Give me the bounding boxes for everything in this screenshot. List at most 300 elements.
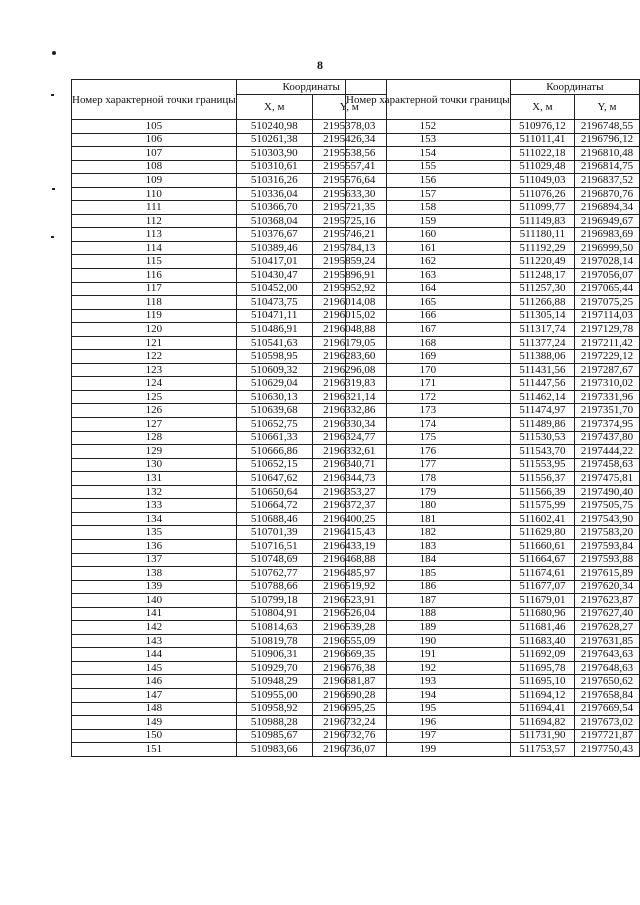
cell-point-number: 183 <box>346 539 511 553</box>
header-y: Y, м <box>312 95 386 120</box>
cell-point-number: 137 <box>72 553 237 567</box>
cell-point-number: 140 <box>72 594 237 608</box>
cell-y: 2196837,52 <box>575 174 640 188</box>
table-row <box>346 512 640 526</box>
table-row <box>72 309 387 323</box>
cell-point-number: 163 <box>346 269 511 283</box>
table-row <box>346 580 640 594</box>
table-row <box>346 214 640 228</box>
cell-y: 2196814,75 <box>575 160 640 174</box>
cell-x: 511011,41 <box>510 133 574 147</box>
cell-point-number: 199 <box>346 743 511 757</box>
table-row <box>72 472 387 486</box>
cell-y: 2197458,63 <box>575 458 640 472</box>
cell-point-number: 111 <box>72 201 237 215</box>
cell-x: 511677,07 <box>510 580 574 594</box>
cell-y: 2197475,81 <box>575 472 640 486</box>
cell-x: 510629,04 <box>236 377 312 391</box>
cell-x: 511266,88 <box>510 296 574 310</box>
cell-y: 2196048,88 <box>312 323 386 337</box>
cell-x: 511220,49 <box>510 255 574 269</box>
coordinates-table-right <box>345 79 640 757</box>
cell-x: 511489,86 <box>510 418 574 432</box>
table-row <box>346 675 640 689</box>
cell-point-number: 153 <box>346 133 511 147</box>
table-row <box>72 133 387 147</box>
header-point-number: Номер характерной точки границы <box>72 80 237 120</box>
cell-y: 2195633,30 <box>312 187 386 201</box>
table-row <box>346 377 640 391</box>
table-row <box>72 485 387 499</box>
cell-y: 2197631,85 <box>575 634 640 648</box>
cell-y: 2197351,70 <box>575 404 640 418</box>
cell-point-number: 175 <box>346 431 511 445</box>
cell-point-number: 133 <box>72 499 237 513</box>
table-row <box>72 404 387 418</box>
table-row <box>72 296 387 310</box>
cell-point-number: 141 <box>72 607 237 621</box>
cell-x: 510336,04 <box>236 187 312 201</box>
cell-y: 2195896,91 <box>312 269 386 283</box>
cell-y: 2196539,28 <box>312 621 386 635</box>
cell-y: 2197211,42 <box>575 336 640 350</box>
cell-y: 2196415,43 <box>312 526 386 540</box>
cell-y: 2195378,03 <box>312 120 386 134</box>
cell-y: 2197310,02 <box>575 377 640 391</box>
table-row <box>346 350 640 364</box>
cell-x: 510958,92 <box>236 702 312 716</box>
cell-point-number: 173 <box>346 404 511 418</box>
cell-y: 2197065,44 <box>575 282 640 296</box>
cell-y: 2195784,13 <box>312 241 386 255</box>
header-coordinates: Координаты <box>236 80 386 95</box>
table-row <box>72 594 387 608</box>
cell-x: 510985,67 <box>236 729 312 743</box>
table-row <box>346 201 640 215</box>
cell-x: 510804,91 <box>236 607 312 621</box>
cell-x: 511388,06 <box>510 350 574 364</box>
table-row <box>346 269 640 283</box>
cell-y: 2196332,61 <box>312 445 386 459</box>
cell-x: 511681,46 <box>510 621 574 635</box>
cell-x: 510639,68 <box>236 404 312 418</box>
table-row <box>72 269 387 283</box>
cell-x: 510976,12 <box>510 120 574 134</box>
cell-point-number: 124 <box>72 377 237 391</box>
cell-x: 511530,53 <box>510 431 574 445</box>
cell-point-number: 192 <box>346 661 511 675</box>
cell-x: 510652,15 <box>236 458 312 472</box>
table-row <box>72 580 387 594</box>
table-row <box>346 120 640 134</box>
table-row <box>72 214 387 228</box>
cell-point-number: 190 <box>346 634 511 648</box>
cell-point-number: 160 <box>346 228 511 242</box>
table-row <box>346 390 640 404</box>
cell-y: 2196669,35 <box>312 648 386 662</box>
table-row <box>346 567 640 581</box>
cell-point-number: 161 <box>346 241 511 255</box>
table-row <box>72 688 387 702</box>
table-row <box>346 729 640 743</box>
cell-point-number: 154 <box>346 147 511 161</box>
cell-point-number: 176 <box>346 445 511 459</box>
cell-point-number: 178 <box>346 472 511 486</box>
cell-y: 2196870,76 <box>575 187 640 201</box>
table-row <box>346 702 640 716</box>
cell-x: 511180,11 <box>510 228 574 242</box>
cell-x: 510310,61 <box>236 160 312 174</box>
cell-point-number: 169 <box>346 350 511 364</box>
cell-x: 510652,75 <box>236 418 312 432</box>
cell-point-number: 146 <box>72 675 237 689</box>
cell-point-number: 164 <box>346 282 511 296</box>
table-row <box>346 621 640 635</box>
cell-point-number: 126 <box>72 404 237 418</box>
cell-x: 511248,17 <box>510 269 574 283</box>
cell-x: 511575,99 <box>510 499 574 513</box>
cell-point-number: 155 <box>346 160 511 174</box>
cell-y: 2196330,34 <box>312 418 386 432</box>
table-row <box>346 472 640 486</box>
cell-x: 511076,26 <box>510 187 574 201</box>
cell-point-number: 109 <box>72 174 237 188</box>
cell-x: 511683,40 <box>510 634 574 648</box>
cell-point-number: 143 <box>72 634 237 648</box>
scan-mark <box>51 236 54 238</box>
cell-x: 510688,46 <box>236 512 312 526</box>
cell-x: 510368,04 <box>236 214 312 228</box>
cell-x: 510819,78 <box>236 634 312 648</box>
cell-point-number: 150 <box>72 729 237 743</box>
cell-y: 2197583,20 <box>575 526 640 540</box>
table-row <box>72 390 387 404</box>
cell-x: 511447,56 <box>510 377 574 391</box>
cell-x: 510316,26 <box>236 174 312 188</box>
cell-x: 510701,39 <box>236 526 312 540</box>
cell-point-number: 151 <box>72 743 237 757</box>
cell-y: 2195746,21 <box>312 228 386 242</box>
cell-x: 511731,90 <box>510 729 574 743</box>
cell-x: 511029,48 <box>510 160 574 174</box>
cell-x: 511431,56 <box>510 363 574 377</box>
cell-x: 510748,69 <box>236 553 312 567</box>
cell-point-number: 115 <box>72 255 237 269</box>
cell-point-number: 194 <box>346 688 511 702</box>
table-row <box>346 133 640 147</box>
cell-x: 511474,97 <box>510 404 574 418</box>
cell-x: 510948,29 <box>236 675 312 689</box>
cell-point-number: 136 <box>72 539 237 553</box>
cell-point-number: 135 <box>72 526 237 540</box>
cell-point-number: 170 <box>346 363 511 377</box>
cell-point-number: 113 <box>72 228 237 242</box>
cell-y: 2196179,05 <box>312 336 386 350</box>
cell-x: 511099,77 <box>510 201 574 215</box>
cell-x: 510598,95 <box>236 350 312 364</box>
cell-x: 510471,11 <box>236 309 312 323</box>
cell-point-number: 168 <box>346 336 511 350</box>
scan-mark <box>52 188 55 190</box>
table-row <box>346 594 640 608</box>
cell-point-number: 195 <box>346 702 511 716</box>
cell-y: 2197627,40 <box>575 607 640 621</box>
cell-x: 511692,09 <box>510 648 574 662</box>
table-row <box>346 458 640 472</box>
table-row <box>72 431 387 445</box>
table-row <box>72 716 387 730</box>
cell-x: 511556,37 <box>510 472 574 486</box>
table-row <box>346 607 640 621</box>
cell-y: 2197673,02 <box>575 716 640 730</box>
cell-point-number: 129 <box>72 445 237 459</box>
cell-point-number: 188 <box>346 607 511 621</box>
table-row <box>346 255 640 269</box>
cell-x: 510647,62 <box>236 472 312 486</box>
cell-y: 2197615,89 <box>575 567 640 581</box>
cell-point-number: 159 <box>346 214 511 228</box>
cell-point-number: 132 <box>72 485 237 499</box>
cell-y: 2195952,92 <box>312 282 386 296</box>
cell-y: 2196796,12 <box>575 133 640 147</box>
cell-x: 510666,86 <box>236 445 312 459</box>
cell-point-number: 166 <box>346 309 511 323</box>
cell-point-number: 121 <box>72 336 237 350</box>
table-row <box>72 418 387 432</box>
cell-point-number: 142 <box>72 621 237 635</box>
table-row <box>72 241 387 255</box>
cell-x: 511664,67 <box>510 553 574 567</box>
cell-y: 2196296,08 <box>312 363 386 377</box>
cell-y: 2196983,69 <box>575 228 640 242</box>
cell-point-number: 147 <box>72 688 237 702</box>
table-row <box>346 323 640 337</box>
cell-point-number: 127 <box>72 418 237 432</box>
cell-point-number: 186 <box>346 580 511 594</box>
cell-y: 2197490,40 <box>575 485 640 499</box>
cell-point-number: 108 <box>72 160 237 174</box>
cell-point-number: 191 <box>346 648 511 662</box>
table-row <box>72 539 387 553</box>
cell-y: 2197623,87 <box>575 594 640 608</box>
cell-point-number: 172 <box>346 390 511 404</box>
cell-point-number: 196 <box>346 716 511 730</box>
cell-y: 2197444,22 <box>575 445 640 459</box>
cell-x: 511695,78 <box>510 661 574 675</box>
cell-y: 2196340,71 <box>312 458 386 472</box>
cell-y: 2195426,34 <box>312 133 386 147</box>
cell-x: 511377,24 <box>510 336 574 350</box>
cell-x: 511192,29 <box>510 241 574 255</box>
cell-y: 2195725,16 <box>312 214 386 228</box>
cell-x: 510261,38 <box>236 133 312 147</box>
table-row <box>72 187 387 201</box>
table-body-right <box>346 120 640 757</box>
cell-x: 511317,74 <box>510 323 574 337</box>
table-row <box>346 147 640 161</box>
cell-x: 511679,01 <box>510 594 574 608</box>
cell-point-number: 181 <box>346 512 511 526</box>
table-row <box>346 187 640 201</box>
cell-x: 510664,72 <box>236 499 312 513</box>
cell-point-number: 152 <box>346 120 511 134</box>
cell-y: 2196400,25 <box>312 512 386 526</box>
table-row <box>72 255 387 269</box>
cell-point-number: 106 <box>72 133 237 147</box>
cell-y: 2196526,04 <box>312 607 386 621</box>
cell-y: 2196014,08 <box>312 296 386 310</box>
cell-y: 2195576,64 <box>312 174 386 188</box>
cell-x: 510473,75 <box>236 296 312 310</box>
table-row <box>346 743 640 757</box>
table-row <box>346 309 640 323</box>
cell-y: 2197075,25 <box>575 296 640 310</box>
table-row <box>346 296 640 310</box>
cell-x: 510541,63 <box>236 336 312 350</box>
cell-point-number: 118 <box>72 296 237 310</box>
cell-y: 2196353,27 <box>312 485 386 499</box>
cell-y: 2196468,88 <box>312 553 386 567</box>
table-row <box>72 160 387 174</box>
table-row <box>72 323 387 337</box>
cell-x: 511462,14 <box>510 390 574 404</box>
cell-point-number: 110 <box>72 187 237 201</box>
cell-y: 2197628,27 <box>575 621 640 635</box>
table-row <box>72 228 387 242</box>
cell-y: 2197229,12 <box>575 350 640 364</box>
table-row <box>72 567 387 581</box>
cell-x: 511753,57 <box>510 743 574 757</box>
table-row <box>346 404 640 418</box>
cell-point-number: 130 <box>72 458 237 472</box>
table-row <box>72 743 387 757</box>
table-row <box>72 363 387 377</box>
cell-y: 2197287,67 <box>575 363 640 377</box>
cell-x: 511694,12 <box>510 688 574 702</box>
cell-y: 2196485,97 <box>312 567 386 581</box>
cell-point-number: 114 <box>72 241 237 255</box>
table-row <box>72 553 387 567</box>
scan-mark <box>51 94 54 96</box>
cell-y: 2196748,55 <box>575 120 640 134</box>
cell-x: 510609,32 <box>236 363 312 377</box>
cell-y: 2195721,35 <box>312 201 386 215</box>
coordinates-table-left <box>71 79 387 757</box>
cell-x: 510906,31 <box>236 648 312 662</box>
cell-y: 2196332,86 <box>312 404 386 418</box>
cell-x: 511602,41 <box>510 512 574 526</box>
cell-point-number: 185 <box>346 567 511 581</box>
cell-y: 2197331,96 <box>575 390 640 404</box>
table-row <box>346 716 640 730</box>
cell-x: 510661,33 <box>236 431 312 445</box>
table-row <box>346 485 640 499</box>
cell-x: 510814,63 <box>236 621 312 635</box>
cell-point-number: 174 <box>346 418 511 432</box>
table-row <box>346 282 640 296</box>
header-y: Y, м <box>575 95 640 120</box>
cell-point-number: 107 <box>72 147 237 161</box>
table-row <box>72 512 387 526</box>
cell-point-number: 134 <box>72 512 237 526</box>
cell-x: 511680,96 <box>510 607 574 621</box>
cell-point-number: 105 <box>72 120 237 134</box>
table-row <box>72 201 387 215</box>
table-row <box>72 526 387 540</box>
cell-point-number: 177 <box>346 458 511 472</box>
table-row <box>346 539 640 553</box>
header-point-number: Номер характерной точки границы <box>346 80 511 120</box>
table-row <box>346 160 640 174</box>
table-row <box>72 634 387 648</box>
cell-x: 511629,80 <box>510 526 574 540</box>
table-body-left <box>72 120 387 757</box>
cell-point-number: 162 <box>346 255 511 269</box>
cell-y: 2196681,87 <box>312 675 386 689</box>
cell-x: 511543,70 <box>510 445 574 459</box>
table-row <box>72 648 387 662</box>
cell-y: 2197620,34 <box>575 580 640 594</box>
table-row <box>346 336 640 350</box>
cell-y: 2197028,14 <box>575 255 640 269</box>
cell-y: 2196372,37 <box>312 499 386 513</box>
cell-x: 510929,70 <box>236 661 312 675</box>
table-row <box>72 282 387 296</box>
cell-x: 510983,66 <box>236 743 312 757</box>
cell-y: 2195859,24 <box>312 255 386 269</box>
cell-point-number: 149 <box>72 716 237 730</box>
cell-x: 510716,51 <box>236 539 312 553</box>
cell-point-number: 156 <box>346 174 511 188</box>
cell-point-number: 179 <box>346 485 511 499</box>
cell-point-number: 131 <box>72 472 237 486</box>
cell-point-number: 128 <box>72 431 237 445</box>
cell-y: 2196523,91 <box>312 594 386 608</box>
cell-x: 510630,13 <box>236 390 312 404</box>
cell-x: 510799,18 <box>236 594 312 608</box>
table-row <box>72 174 387 188</box>
cell-point-number: 145 <box>72 661 237 675</box>
cell-y: 2196283,60 <box>312 350 386 364</box>
table-row <box>72 350 387 364</box>
cell-point-number: 138 <box>72 567 237 581</box>
cell-point-number: 167 <box>346 323 511 337</box>
cell-point-number: 197 <box>346 729 511 743</box>
table-row <box>346 499 640 513</box>
cell-y: 2196433,19 <box>312 539 386 553</box>
cell-x: 511049,03 <box>510 174 574 188</box>
cell-point-number: 182 <box>346 526 511 540</box>
cell-point-number: 117 <box>72 282 237 296</box>
cell-y: 2196555,09 <box>312 634 386 648</box>
cell-x: 511674,61 <box>510 567 574 581</box>
cell-x: 511305,14 <box>510 309 574 323</box>
page-number: 8 <box>317 58 323 72</box>
cell-point-number: 144 <box>72 648 237 662</box>
cell-point-number: 187 <box>346 594 511 608</box>
cell-y: 2196894,34 <box>575 201 640 215</box>
cell-x: 511566,39 <box>510 485 574 499</box>
table-row <box>72 702 387 716</box>
cell-x: 511695,10 <box>510 675 574 689</box>
table-row <box>72 147 387 161</box>
cell-y: 2196690,28 <box>312 688 386 702</box>
cell-y: 2196949,67 <box>575 214 640 228</box>
cell-y: 2197658,84 <box>575 688 640 702</box>
cell-y: 2195538,56 <box>312 147 386 161</box>
cell-x: 510762,77 <box>236 567 312 581</box>
cell-y: 2197593,84 <box>575 539 640 553</box>
